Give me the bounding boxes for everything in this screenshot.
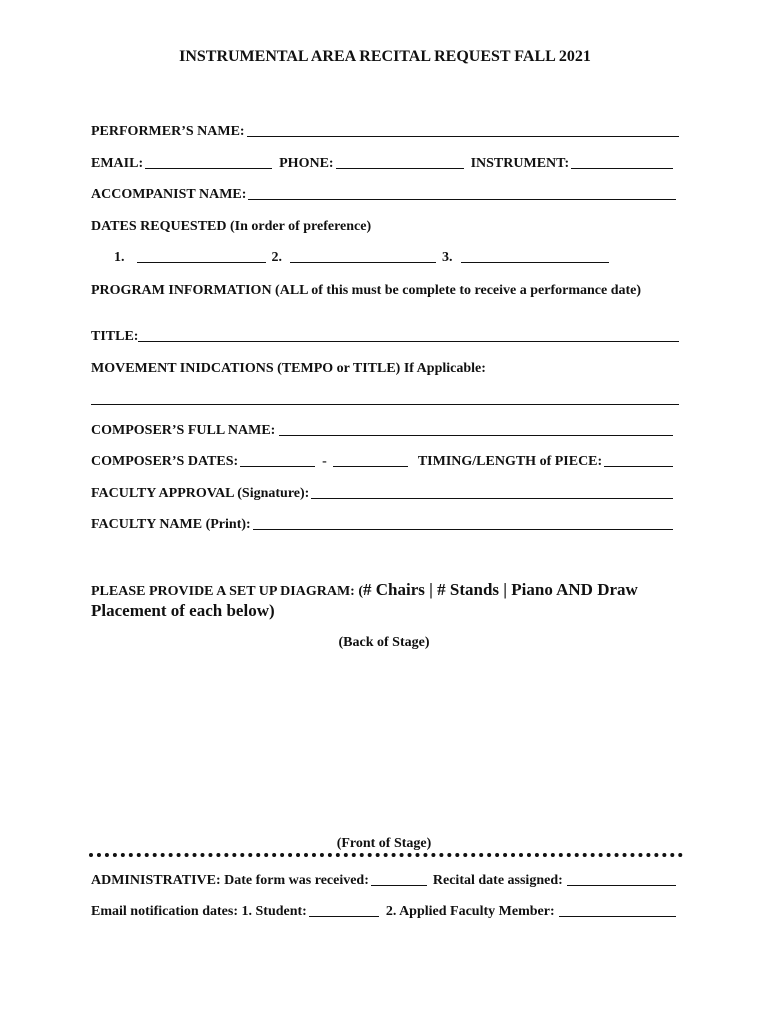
phone-field[interactable] [336, 167, 464, 169]
performer-name-label: PERFORMER’S NAME: [91, 124, 245, 139]
faculty-name-field[interactable] [253, 528, 673, 530]
piece-title-row [91, 329, 679, 345]
instrument-label: INSTRUMENT: [470, 156, 570, 171]
contact-row [91, 156, 679, 172]
composer-dates-row [91, 454, 679, 470]
performer-name-row [91, 124, 679, 140]
date-3-field[interactable] [461, 261, 609, 263]
composer-death-field[interactable] [333, 465, 408, 467]
composer-name-label: COMPOSER’S FULL NAME: [91, 423, 276, 438]
program-info-label: PROGRAM INFORMATION (ALL of this must be complete to receive a performance date) [91, 283, 642, 298]
email-dates-label: Email notification dates: 1. Student: [91, 904, 307, 919]
faculty-name-row [91, 517, 679, 533]
composer-birth-field[interactable] [240, 465, 315, 467]
form-title: INSTRUMENTAL AREA RECITAL REQUEST FALL 2021 [179, 48, 591, 65]
composer-dates-label: COMPOSER’S DATES: [91, 454, 239, 469]
dash-label: - [322, 454, 327, 469]
date-2-label: 2. [271, 250, 282, 265]
diagram-instructions-a: PLEASE PROVIDE A SET UP DIAGRAM: ( [91, 584, 364, 599]
assigned-date-field[interactable] [567, 884, 676, 886]
front-of-stage-label: (Front of Stage) [336, 836, 432, 851]
faculty-notification-field[interactable] [559, 915, 676, 917]
student-notification-field[interactable] [309, 915, 379, 917]
faculty-approval-row [91, 486, 679, 502]
accompanist-field[interactable] [248, 198, 676, 200]
email-field[interactable] [145, 167, 272, 169]
accompanist-label: ACCOMPANIST NAME: [91, 187, 247, 202]
performer-name-field[interactable] [247, 135, 679, 137]
email-notification-row [91, 904, 679, 920]
diagram-instructions-b: # Chairs | # Stands | Piano AND Draw [363, 580, 638, 599]
dates-row [114, 250, 614, 266]
faculty-name-label: FACULTY NAME (Print): [91, 517, 251, 532]
composer-name-field[interactable] [279, 434, 673, 436]
diagram-instructions-c: Placement of each below) [91, 601, 275, 620]
date-3-label: 3. [442, 250, 453, 265]
dates-requested-label: DATES REQUESTED (In order of preference) [91, 219, 372, 234]
diagram-instructions [91, 580, 638, 600]
admin-received-label: ADMINISTRATIVE: Date form was received: [91, 873, 369, 888]
admin-row [91, 873, 679, 889]
piece-title-label: TITLE: [91, 329, 139, 344]
piece-title-field[interactable] [138, 340, 679, 342]
back-of-stage-label: (Back of Stage) [338, 635, 430, 650]
instrument-field[interactable] [571, 167, 673, 169]
movement-label: MOVEMENT INIDCATIONS (TEMPO or TITLE) If Applicable: [91, 361, 486, 376]
date-1-label: 1. [114, 250, 125, 265]
phone-label: PHONE: [279, 156, 334, 171]
date-1-field[interactable] [137, 261, 266, 263]
date-2-field[interactable] [290, 261, 436, 263]
movement-field[interactable] [91, 404, 679, 405]
dotted-divider [89, 853, 683, 857]
composer-name-row [91, 423, 679, 439]
timing-field[interactable] [604, 465, 673, 467]
faculty-approval-label: FACULTY APPROVAL (Signature): [91, 486, 310, 501]
accompanist-row [91, 187, 679, 203]
email-label: EMAIL: [91, 156, 144, 171]
faculty-member-label: 2. Applied Faculty Member: [385, 904, 555, 919]
setup-diagram-area[interactable] [91, 660, 679, 830]
received-date-field[interactable] [371, 884, 427, 886]
faculty-signature-field[interactable] [311, 497, 673, 499]
admin-assigned-label: Recital date assigned: [432, 873, 563, 888]
timing-label: TIMING/LENGTH of PIECE: [417, 454, 603, 469]
